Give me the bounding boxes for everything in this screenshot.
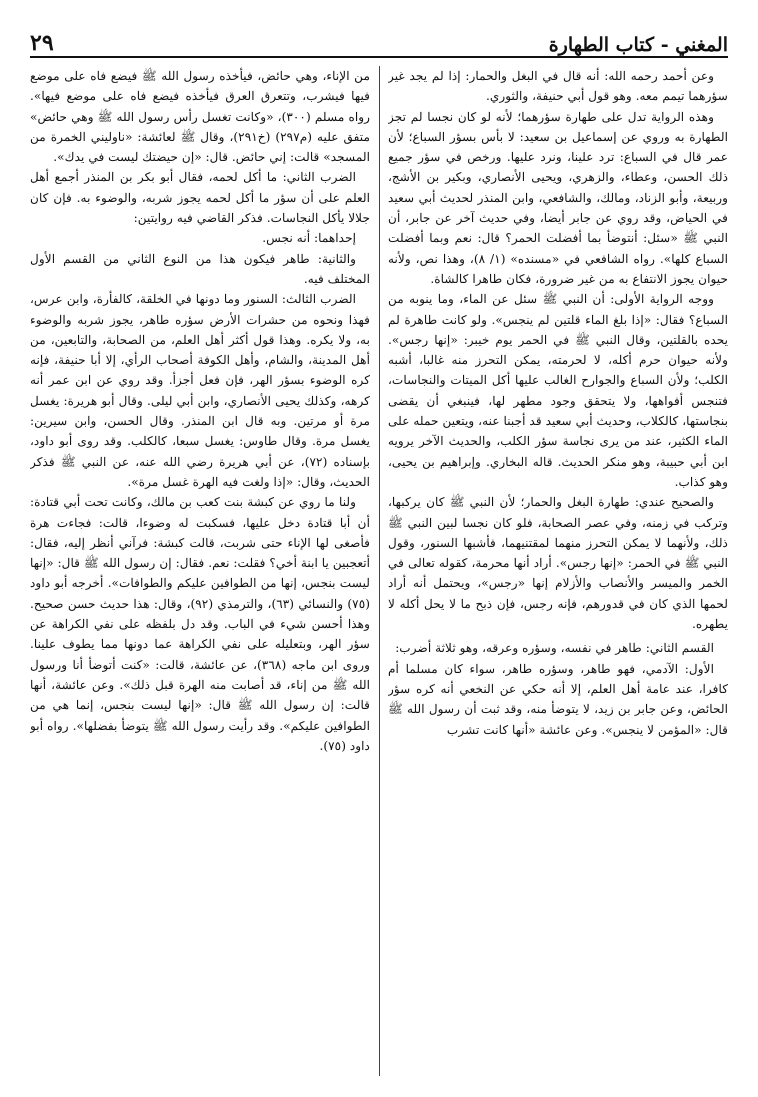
paragraph: الضرب الثاني: ما أكل لحمه، فقال أبو بكر بن المنذر أجمع أهل العلم على أن سؤر ما أكل لحمه يجوز شربه، والوضوء به. فإن كان جلالا يأكل النجاسات. فذكر القاضي فيه روايتين: [30, 170, 370, 226]
column-divider [379, 66, 380, 1076]
paragraph: والثانية: طاهر فيكون هذا من النوع الثاني من القسم الأول المختلف فيه. [30, 251, 370, 286]
section-heading: القسم الثاني: طاهر في نفسه، وسؤره وعرقه، وهو ثلاثة أضرب: [395, 641, 714, 656]
paragraph: وهذه الرواية تدل على طهارة سؤرهما؛ لأنه لو كان نجسا لم تجز الطهارة به وروي عن إسماعيل بن سعيد: لا بأس بسؤر السباع؛ لأن عمر قال في السباع: ترد علينا، ونرد عليها. ورخص في سؤر جميع ذلك الحسن، وعطاء، والزهري، ويحيى الأنصاري، وبكير بن الأشج، وربيعة، وأبو الزناد، ومالك، والشافعي، وابن المنذر لحديث أبي سعيد في الحياض، وقد روي عن جابر أيضا، وفي حديث آخر عن جابر، أن النبي ﷺ «سئل: أنتوضأ بما أفضلت الحمر؟ قال: نعم وبما أفضلت السباع كلها». رواه الشافعي في «مسنده» (١/ ٨)، وهذا نص، ولأنه حيوان يجوز الانتفاع به من غير ضرورة، فكان طاهرا كالشاة. [388, 109, 728, 286]
left-column [30, 66, 370, 1086]
page-header [30, 22, 728, 58]
paragraph: إحداهما: أنه نجس. [262, 231, 356, 246]
paragraph: ووجه الرواية الأولى: أن النبي ﷺ سئل عن الماء، وما ينوبه من السباع؟ فقال: «إذا بلغ الماء قلتين لم ينجس». ولو كانت طاهرة لم يحده بالقلتين، وقال النبي ﷺ في الحمر يوم خيبر: «إنها رجس». ولأنه حيوان حرم أكله، لا لحرمته، يمكن التحرز منه غالبا، أشبه الكلب؛ ولأن السباع والجوارح الغالب عليها أكل الميتات والنجاسات، فتنجس أفواهها، ولا يتحقق وجود مطهر لها، فينبغي أن يقضى بنجاستها، كالكلاب، وحديث أبي سعيد قد أجبنا عنه، ويتعين حمله على الماء الكثير، عند من يرى نجاسة سؤر الكلب، والحديث الآخر يرويه ابن أبي حبيبة، وهو منكر الحديث. قاله البخاري. وإبراهيم بن يحيى، وهو كذاب. [388, 292, 728, 489]
paragraph: الضرب الثالث: السنور وما دونها في الخلقة، كالفأرة، وابن عرس، فهذا ونحوه من حشرات الأرض سؤره طاهر، يجوز شربه والوضوء به، ولا يكره. وهذا قول أكثر أهل العلم، من الصحابة، والتابعين، من أهل المدينة، والشام، وأهل الكوفة أصحاب الرأي، إلا أبا حنيفة، فإنه كره الوضوء بسؤر الهر، فإن فعل أجزأ. وقد روي عن ابن عمر أنه كرهه، وكذلك يحيى الأنصاري، وابن أبي ليلى. وقال أبو هريرة: يغسل مرة أو مرتين. وبه قال ابن المنذر. وقال الحسن، وابن سيرين: يغسل مرة. وقال طاوس: يغسل سبعا، كالكلب. وقد روى أبو داود، بإسناده (٧٢)، عن أبي هريرة رضي الله عنه، عن النبي ﷺ فذكر الحديث، وقال: «إذا ولغت فيه الهرة غسل مرة». [30, 292, 370, 489]
paragraph: ولنا ما روي عن كبشة بنت كعب بن مالك، وكانت تحت أبي قتادة: أن أبا قتادة دخل عليها، فسكبت له وضوءا، قالت: فجاءت هرة فأصغى لها الإناء حتى شربت، قالت كبشة: فرآني أنظر إليه، فقال: أتعجبين يا ابنة أخي؟ فقلت: نعم. فقال: إن رسول الله ﷺ قال: «إنها ليست بنجس، إنها من الطوافين عليكم والطوافات». أخرجه أبو داود (٧٥) والنسائي (٦٣)، والترمذي (٩٢)، وقال: هذا حديث حسن صحيح. وهذا أحسن شيء في الباب. وقد دل بلفظه على نفي الكراهة عن سؤر الهر، وبتعليله على نفي الكراهة عما دونها مما يطوف علينا. وروى ابن ماجه (٣٦٨)، عن عائشة، قالت: «كنت أتوضأ أنا ورسول الله ﷺ من إناء، قد أصابت منه الهرة قبل ذلك». وعن عائشة، أنها قالت: إن رسول الله ﷺ قال: «إنها ليست بنجس، إنما هي من الطوافين عليكم». وقد رأيت رسول الله ﷺ يتوضأ بفضلها». رواه أبو داود (٧٥). [30, 495, 370, 753]
right-column [388, 66, 728, 1086]
running-title: المغني - كتاب الطهارة [548, 34, 728, 56]
paragraph: وعن أحمد رحمه الله: أنه قال في البغل والحمار: إذا لم يجد غير سؤرهما تيمم معه. وهو قول أبي حنيفة، والثوري. [388, 69, 728, 104]
paragraph: من الإناء، وهي حائض، فيأخذه رسول الله ﷺ فيضع فاه على موضع فيها فيشرب، وتتعرق العرق فيأخذه فيضع فاه على موضع فيها». رواه مسلم (٣٠٠)، «وكانت تغسل رأس رسول الله ﷺ وهي حائض» متفق عليه (م٢٩٧) (خ٢٩١)، وقال ﷺ لعائشة: «ناوليني الخمرة من المسجد» قالت: إني حائض. قال: «إن حيضتك ليست في يدك». [30, 69, 370, 165]
paragraph: الأول: الآدمي، فهو طاهر، وسؤره طاهر، سواء كان مسلما أم كافرا، عند عامة أهل العلم، إلا أنه حكي عن النخعي أنه كره سؤر الحائض، وعن جابر بن زيد، لا يتوضأ منه، وقد ثبت أن رسول الله ﷺ قال: «المؤمن لا ينجس». وعن عائشة «أنها كانت تشرب [388, 661, 728, 737]
paragraph: والصحيح عندي: طهارة البغل والحمار؛ لأن النبي ﷺ كان يركبها، وتركب في زمنه، وفي عصر الصحابة، فلو كان نجسا لبين النبي ﷺ ذلك، ولأنهما لا يمكن التحرز منهما لمقتنيهما، فأشبها السنور، وقول النبي ﷺ في الحمر: «إنها رجس». أراد أنها محرمة، كقوله تعالى في الخمر والميسر والأنصاب والأزلام إنها «رجس»، ويحتمل أنه أراد لحمها الذي كان في قدورهم، فإنه رجس، فإن ذبح ما لا يحل أكله لا يطهره. [388, 495, 728, 632]
text-columns [30, 66, 728, 1086]
page-number: ٢٩ [30, 30, 54, 56]
